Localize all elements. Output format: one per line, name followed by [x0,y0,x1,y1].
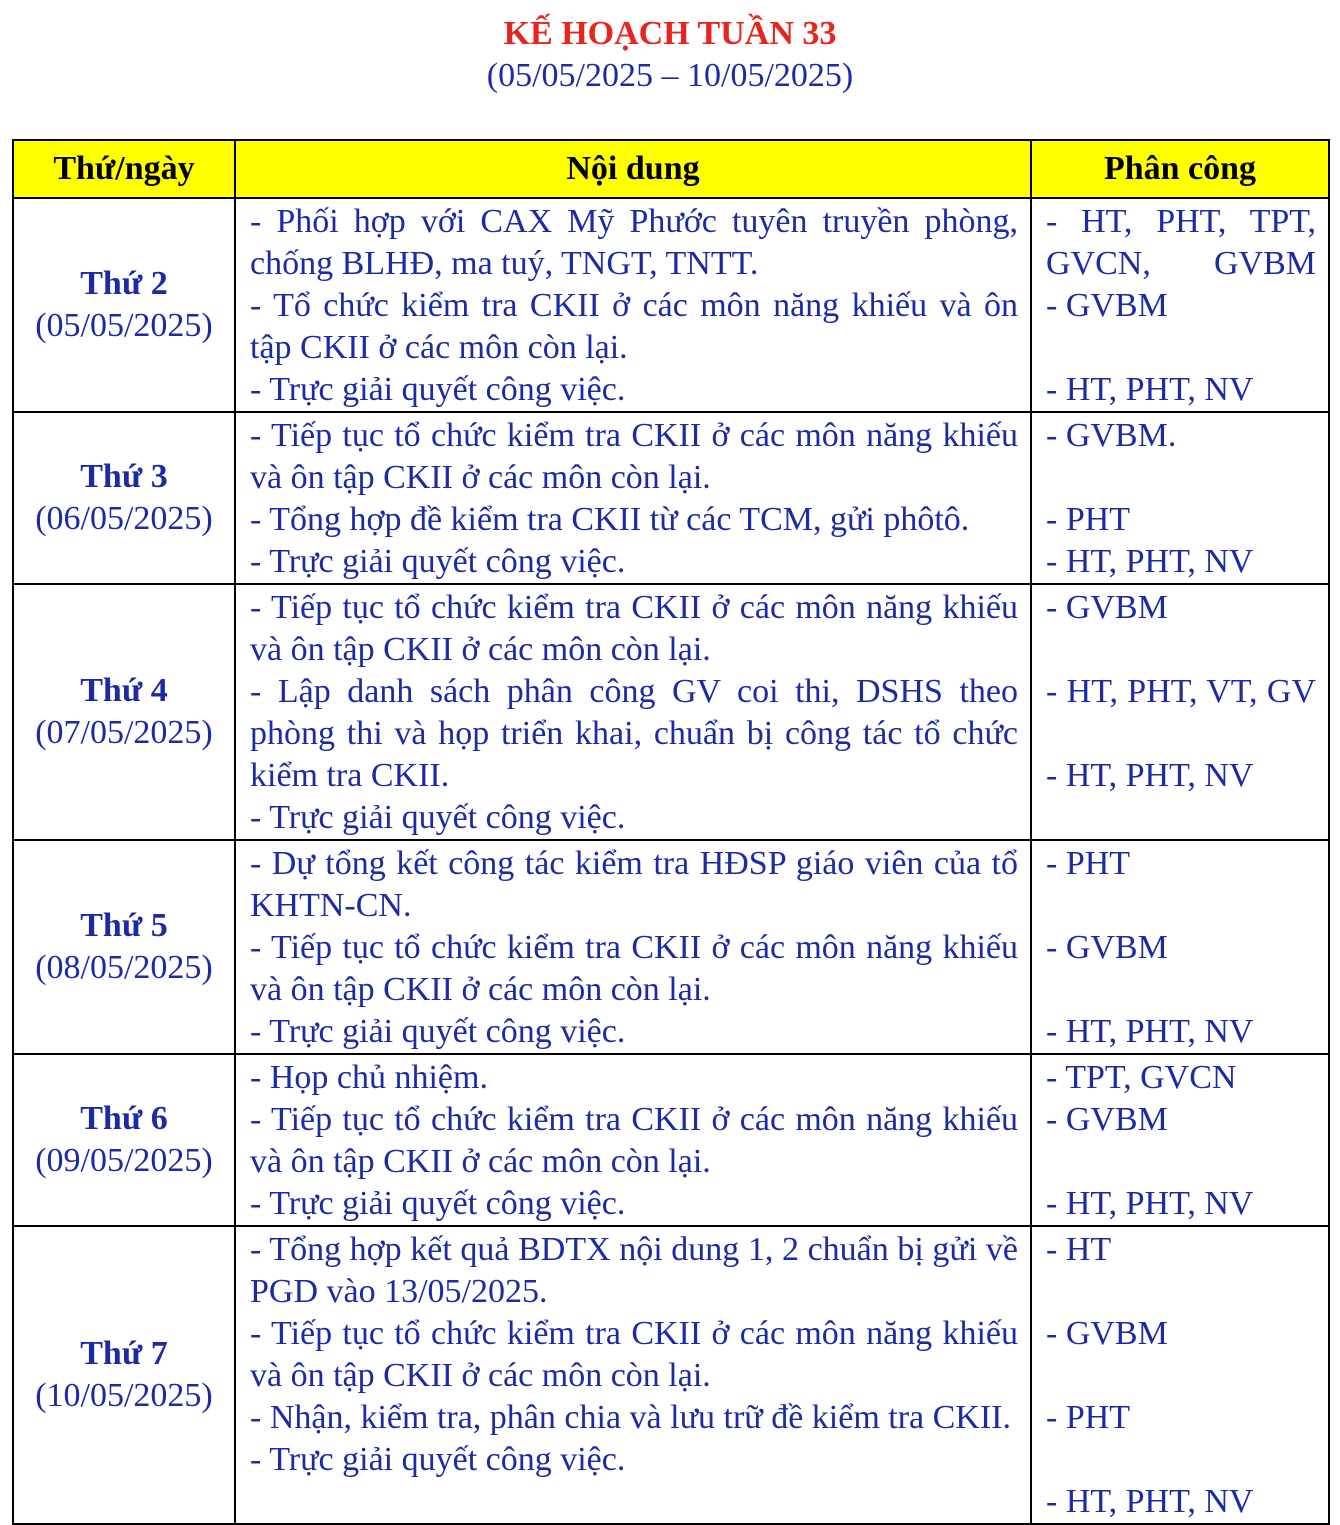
assignment-item: - TPT, GVCN [1046,1059,1237,1096]
content-item: - Dự tổng kết công tác kiểm tra HĐSP giáo viên của tổ KHTN-CN. [250,845,1018,924]
content-item: - Tổng hợp đề kiểm tra CKII từ các TCM, gửi phôtô. [250,501,970,538]
date-range: (05/05/2025 – 10/05/2025) [486,57,854,94]
weekly-plan-table [12,139,1330,1525]
assignment-item: - GVBM [1046,287,1168,324]
day-date: (08/05/2025) [35,949,213,986]
content-item: - Trực giải quyết công việc. [250,1441,626,1478]
content-cell [235,198,1031,412]
assignment-item: - HT, PHT, NV [1046,371,1254,408]
assignment-cell [1031,584,1329,840]
assignment-item: - GVBM. [1046,417,1177,454]
content-item: - Nhận, kiểm tra, phân chia và lưu trữ đề kiểm tra CKII. [250,1399,1011,1436]
content-cell [235,412,1031,584]
day-date: (09/05/2025) [35,1142,213,1179]
day-date: (06/05/2025) [35,500,213,537]
assignment-item: - HT, PHT, NV [1046,757,1254,794]
day-cell [13,584,235,840]
assignment-cell [1031,412,1329,584]
content-item: - Tiếp tục tổ chức kiểm tra CKII ở các môn năng khiếu và ôn tập CKII ở các môn còn lại. [250,1315,1018,1394]
assignment-item: - GVBM [1046,589,1168,626]
table-row [13,412,1329,584]
content-item: - Trực giải quyết công việc. [250,371,626,408]
content-item: - Lập danh sách phân công GV coi thi, DSHS theo phòng thi và họp triển khai, chuẩn bị công tác tổ chức kiểm tra CKII. [250,673,1018,794]
table-row [13,1054,1329,1226]
content-cell [235,1054,1031,1226]
assignment-item: - HT, PHT, TPT, GVCN, GVBM [1046,203,1316,282]
day-cell [13,840,235,1054]
assignment-item: - PHT [1046,845,1131,882]
day-name: Thứ 7 [80,1335,168,1372]
column-header-day: Thứ/ngày [13,140,235,198]
day-date: (10/05/2025) [35,1377,213,1414]
table-row [13,840,1329,1054]
day-date: (05/05/2025) [35,307,213,344]
content-item: - Trực giải quyết công việc. [250,1013,626,1050]
assignment-item: - HT [1046,1231,1112,1268]
content-item: - Tiếp tục tổ chức kiểm tra CKII ở các môn năng khiếu và ôn tập CKII ở các môn còn lại. [250,589,1018,668]
table-row [13,1226,1329,1524]
assignment-cell [1031,1054,1329,1226]
content-item: - Họp chủ nhiệm. [250,1059,488,1096]
content-item: - Tiếp tục tổ chức kiểm tra CKII ở các môn năng khiếu và ôn tập CKII ở các môn còn lại. [250,929,1018,1008]
assignment-item: - HT, PHT, VT, GV [1046,673,1316,710]
content-cell [235,584,1031,840]
content-cell [235,840,1031,1054]
day-name: Thứ 5 [80,907,168,944]
assignment-cell [1031,840,1329,1054]
day-name: Thứ 3 [80,458,168,495]
content-item: - Trực giải quyết công việc. [250,1185,626,1222]
assignment-item: - HT, PHT, NV [1046,1185,1254,1222]
assignment-cell [1031,1226,1329,1524]
assignment-item: - HT, PHT, NV [1046,1483,1254,1520]
table-row [13,584,1329,840]
day-cell [13,198,235,412]
column-header-assignment: Phân công [1031,140,1329,198]
day-name: Thứ 4 [80,672,168,709]
content-item: - Tổ chức kiểm tra CKII ở các môn năng khiếu và ôn tập CKII ở các môn còn lại. [250,287,1018,366]
assignment-cell [1031,198,1329,412]
day-name: Thứ 2 [80,265,168,302]
assignment-item: - GVBM [1046,929,1168,966]
content-item: - Tiếp tục tổ chức kiểm tra CKII ở các môn năng khiếu và ôn tập CKII ở các môn còn lại. [250,417,1018,496]
assignment-item: - GVBM [1046,1315,1168,1352]
assignment-item: - HT, PHT, NV [1046,543,1254,580]
content-item: - Trực giải quyết công việc. [250,543,626,580]
content-item: - Phối hợp với CAX Mỹ Phước tuyên truyền phòng, chống BLHĐ, ma tuý, TNGT, TNTT. [250,203,1018,282]
content-item: - Tiếp tục tổ chức kiểm tra CKII ở các môn năng khiếu và ôn tập CKII ở các môn còn lại. [250,1101,1018,1180]
day-date: (07/05/2025) [35,714,213,751]
day-cell [13,1226,235,1524]
content-cell [235,1226,1031,1524]
assignment-item: - PHT [1046,501,1131,538]
content-item: - Tổng hợp kết quả BDTX nội dung 1, 2 chuẩn bị gửi về PGD vào 13/05/2025. [250,1231,1018,1310]
day-cell [13,1054,235,1226]
day-cell [13,412,235,584]
assignment-item: - HT, PHT, NV [1046,1013,1254,1050]
day-name: Thứ 6 [80,1100,168,1137]
table-header-row [13,140,1329,198]
assignment-item: - PHT [1046,1399,1131,1436]
content-item: - Trực giải quyết công việc. [250,799,626,836]
table-row [13,198,1329,412]
column-header-content: Nội dung [235,140,1031,198]
assignment-item: - GVBM [1046,1101,1168,1138]
page-title: KẾ HOẠCH TUẦN 33 [503,15,837,52]
